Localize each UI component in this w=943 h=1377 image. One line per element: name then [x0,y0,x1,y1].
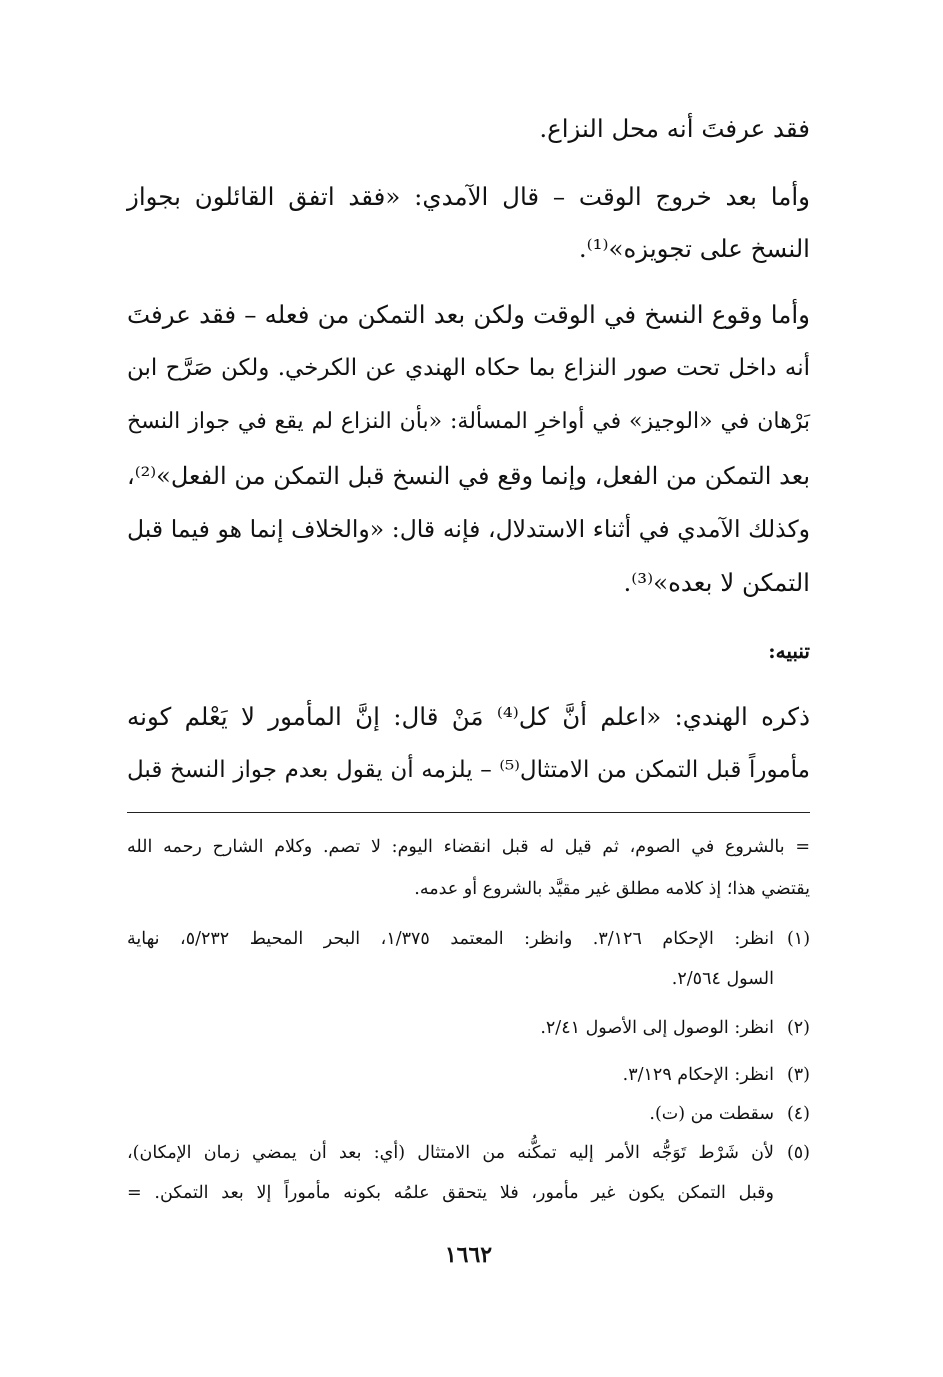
footnote-text: لأن شَرْط تَوَجُّه الأمر إليه تمكُّنه من الامتثال (أي: بعد أن يمضي زمان الإمكان)، [127,1143,774,1163]
footnote-text: سقطت من (ت). [649,1104,774,1124]
footnote-5 [127,1140,810,1166]
body-line: وكذلك الآمدي في أثناء الاستدلال، فإنه قال: «والخلاف إنما هو فيما قبل [127,515,810,543]
footnote-number: (٤) [786,1104,810,1124]
footnote-1-line-2: السول ٢/٥٦٤. [671,969,774,989]
footnote-continuation-line: يقتضي هذا؛ إذ كلامه مطلق غير مقيَّد بالشروع أو عدمه. [414,879,810,899]
footnote-number: (١) [786,929,811,949]
footnote-number: (٥) [786,1143,810,1163]
footnote-1 [127,926,810,952]
section-heading: تنبيه: [768,639,810,663]
page-number: ١٦٦٢ [444,1242,493,1268]
footnote-text: انظر: الإحكام ٣/١٢٩. [622,1065,774,1085]
body-line: فقد عرفتَ أنه محل النزاع. [539,114,810,143]
body-line: مأموراً قبل التمكن من الامتثال⁽⁵⁾ – يلزمه أن يقول بعدم جواز النسخ قبل [127,757,810,783]
body-line: بعد التمكن من الفعل، وإنما وقع في النسخ قبل التمكن من الفعل»⁽²⁾، [127,462,810,490]
body-line: النسخ على تجويزه»⁽¹⁾. [578,234,810,263]
footnote-5-line-2: وقبل التمكن يكون غير مأمور، فلا يتحقق علمُه بكونه مأموراً إلا بعد التمكن. = [127,1183,774,1203]
body-line: ذكره الهندي: «اعلم أنَّ كل⁽⁴⁾ مَنْ قال: إنَّ المأمور لا يَعْلم كونه [127,702,810,731]
body-line: وأما بعد خروج الوقت – قال الآمدي: «فقد اتفق القائلون بجواز [127,182,810,211]
footnote-3 [127,1062,810,1088]
footnote-number: (٢) [786,1018,810,1038]
body-line: بَرْهان في «الوجيز» في أواخرِ المسألة: «بأن النزاع لم يقع في جواز النسخ [127,409,810,434]
footnote-continuation-line: = بالشروع في الصوم، ثم قيل له قبل انقضاء اليوم: لا تصم. وكلام الشارح رحمه الله [127,837,810,857]
footnote-number: (٣) [786,1065,810,1085]
book-page [127,0,810,1377]
body-line: التمكن لا بعده»⁽³⁾. [623,568,810,597]
footnote-separator [127,812,810,813]
footnote-2 [127,1015,810,1041]
footnote-text: انظر: الوصول إلى الأصول ٢/٤١. [540,1018,774,1038]
body-line: أنه داخل تحت صور النزاع بما حكاه الهندي عن الكرخي. ولكن صَرَّح ابن [127,355,810,381]
body-line: وأما وقوع النسخ في الوقت ولكن بعد التمكن من فعله – فقد عرفتَ [127,300,810,329]
footnote-text: انظر: الإحكام ٣/١٢٦. وانظر: المعتمد ١/٣٧٥، البحر المحيط ٥/٢٣٢، نهاية [127,929,775,949]
footnote-4 [127,1101,810,1127]
